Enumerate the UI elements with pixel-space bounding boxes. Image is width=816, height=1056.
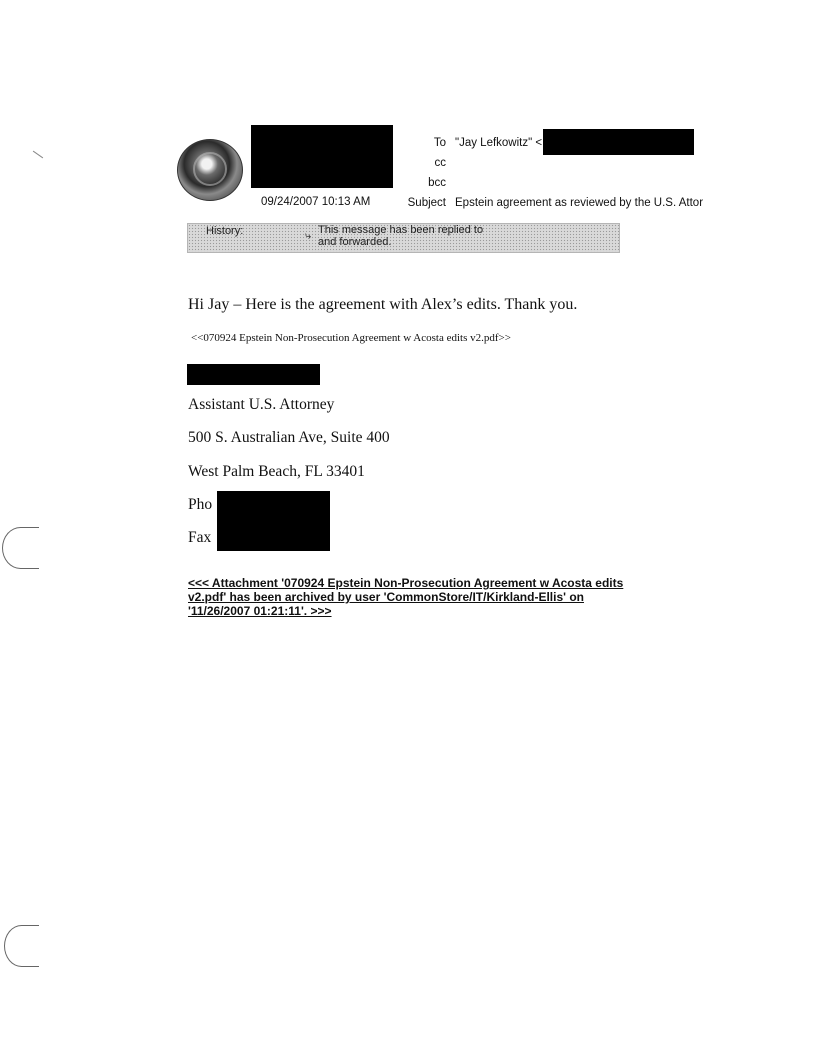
scan-artifact-mark <box>33 151 43 159</box>
cc-label: cc <box>434 157 446 169</box>
history-bar <box>187 223 620 253</box>
subject-label: Subject <box>407 197 446 209</box>
redacted-signer-name <box>187 364 320 385</box>
scan-artifact-arc <box>2 527 39 569</box>
attachment-reference[interactable]: <<070924 Epstein Non-Prosecution Agreement w Acosta edits v2.pdf>> <box>191 332 511 344</box>
bcc-label: bcc <box>428 177 446 189</box>
redacted-phone-fax <box>217 491 330 551</box>
signature-address-line2: West Palm Beach, FL 33401 <box>188 463 365 480</box>
history-text: This message has been replied to and forwarded. <box>318 224 484 248</box>
to-value[interactable]: "Jay Lefkowitz" < <box>455 137 543 149</box>
signature-address-line1: 500 S. Australian Ave, Suite 400 <box>188 429 390 446</box>
redacted-to-address <box>543 129 694 155</box>
signature-phone-label: Pho <box>188 496 213 513</box>
message-greeting: Hi Jay – Here is the agreement with Alex’s edits. Thank you. <box>188 296 578 313</box>
scan-artifact-arc <box>4 925 39 967</box>
history-label: History: <box>206 225 244 237</box>
redacted-sender-name <box>251 125 393 188</box>
to-label: To <box>433 137 446 149</box>
signature-fax-label: Fax <box>188 529 212 546</box>
sent-date: 09/24/2007 10:13 AM <box>261 196 371 208</box>
avatar-detail <box>193 152 227 186</box>
signature-title: Assistant U.S. Attorney <box>188 396 335 413</box>
subject-value[interactable]: Epstein agreement as reviewed by the U.S. Attor <box>455 197 704 209</box>
archive-notice-link[interactable]: <<< Attachment '070924 Epstein Non-Prosecution Agreement w Acosta edits v2.pdf' has been archived by user 'CommonStore/IT/Kirkland-Ellis' on '11/26/2007 01:21:11'. >>> <box>188 576 624 618</box>
reply-forward-icon: ⤷ <box>305 230 312 242</box>
